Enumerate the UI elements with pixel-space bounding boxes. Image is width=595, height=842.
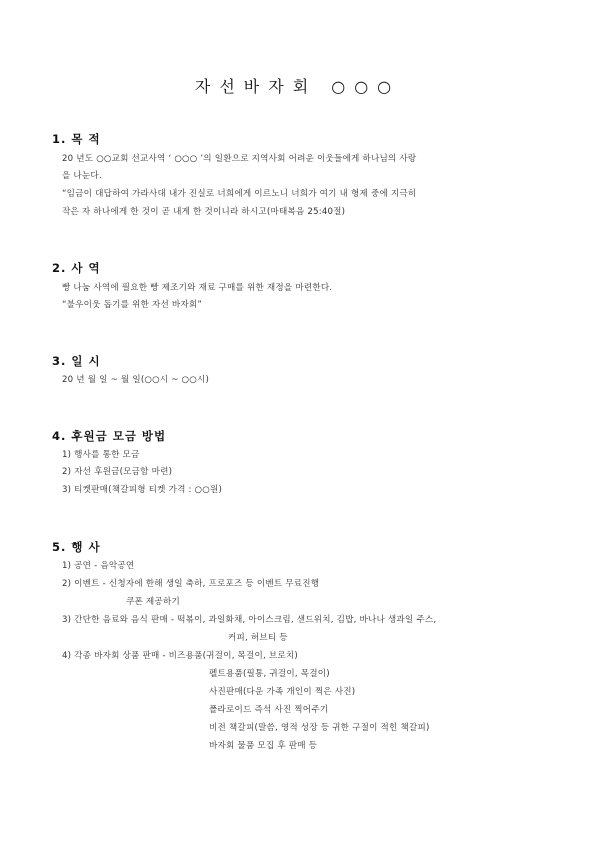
section-5-line-7: 펠트용품(필통, 귀걸이, 목걸이) bbox=[209, 669, 330, 679]
section-5-line-9: 폴라로이드 즉석 사진 찍어주기 bbox=[209, 705, 329, 715]
section-4-line-2: 2) 자선 후원금(모금함 마련) bbox=[62, 467, 173, 477]
section-2-line-1: 빵 나눔 사역에 필요한 빵 제조기와 재료 구매를 위한 재정을 마련한다. bbox=[62, 283, 333, 293]
section-5-line-3: 쿠폰 제공하기 bbox=[126, 597, 180, 607]
section-1-line-2: 을 나눈다. bbox=[62, 171, 102, 181]
section-1-line-4: 작은 자 하나에게 한 것이 곧 내게 한 것이니라 하시고(마태복음 25:40절) bbox=[62, 207, 346, 217]
section-5-line-2: 2) 이벤트 - 신청자에 한해 생일 축하, 프로포즈 등 이벤트 무료진행 bbox=[62, 579, 320, 589]
section-4-line-3: 3) 티켓판매(책갈피형 티켓 가격 : ○○원) bbox=[62, 485, 222, 495]
section-1-heading: 1. 목 적 bbox=[52, 132, 101, 146]
section-5-line-6: 4) 각종 바자회 상품 판매 - 비즈용품(귀걸이, 목걸이, 브로치) bbox=[62, 651, 298, 661]
section-4-heading: 4. 후원금 모금 방법 bbox=[52, 429, 167, 443]
section-4-line-1: 1) 행사를 통한 모금 bbox=[62, 450, 140, 460]
section-5-line-10: 비전 책갈피(말씀, 영적 성장 등 귀한 구절이 적힌 책갈피) bbox=[209, 723, 430, 733]
section-2-line-2: “불우이웃 돕기를 위한 자선 바자회” bbox=[62, 300, 203, 310]
section-2-heading: 2. 사 역 bbox=[52, 261, 101, 275]
section-5-line-1: 1) 공연 - 음악공연 bbox=[62, 561, 135, 571]
section-3-line-1: 20 년 월 일 ~ 월 일(○○시 ~ ○○시) bbox=[62, 375, 210, 385]
section-5-heading: 5. 행 사 bbox=[52, 540, 101, 554]
section-5-line-5: 커피, 허브티 등 bbox=[228, 633, 288, 643]
section-3-heading: 3. 일 시 bbox=[52, 354, 101, 368]
section-1-line-3: “임금이 대답하여 가라사대 내가 진실로 너희에게 이르노니 너희가 여기 내 형제 중에 지극히 bbox=[62, 189, 417, 199]
section-1-line-1: 20 년도 ○○교회 선교사역 ‘ ○○○ ’의 일환으로 지역사회 어려운 이웃들에게 하나님의 사랑 bbox=[62, 154, 417, 164]
document-title: 자선바자회 ○○○ bbox=[194, 77, 401, 96]
section-5-line-8: 사진판매(다운 가족 개인이 찍은 사진) bbox=[209, 687, 356, 697]
section-5-line-4: 3) 간단한 음료와 음식 판매 - 떡볶이, 과일화채, 아이스크림, 샌드위치, 김밥, 바나나 생과일 주스, bbox=[62, 615, 437, 625]
section-5-line-11: 바자회 물품 모집 후 판매 등 bbox=[209, 741, 318, 751]
